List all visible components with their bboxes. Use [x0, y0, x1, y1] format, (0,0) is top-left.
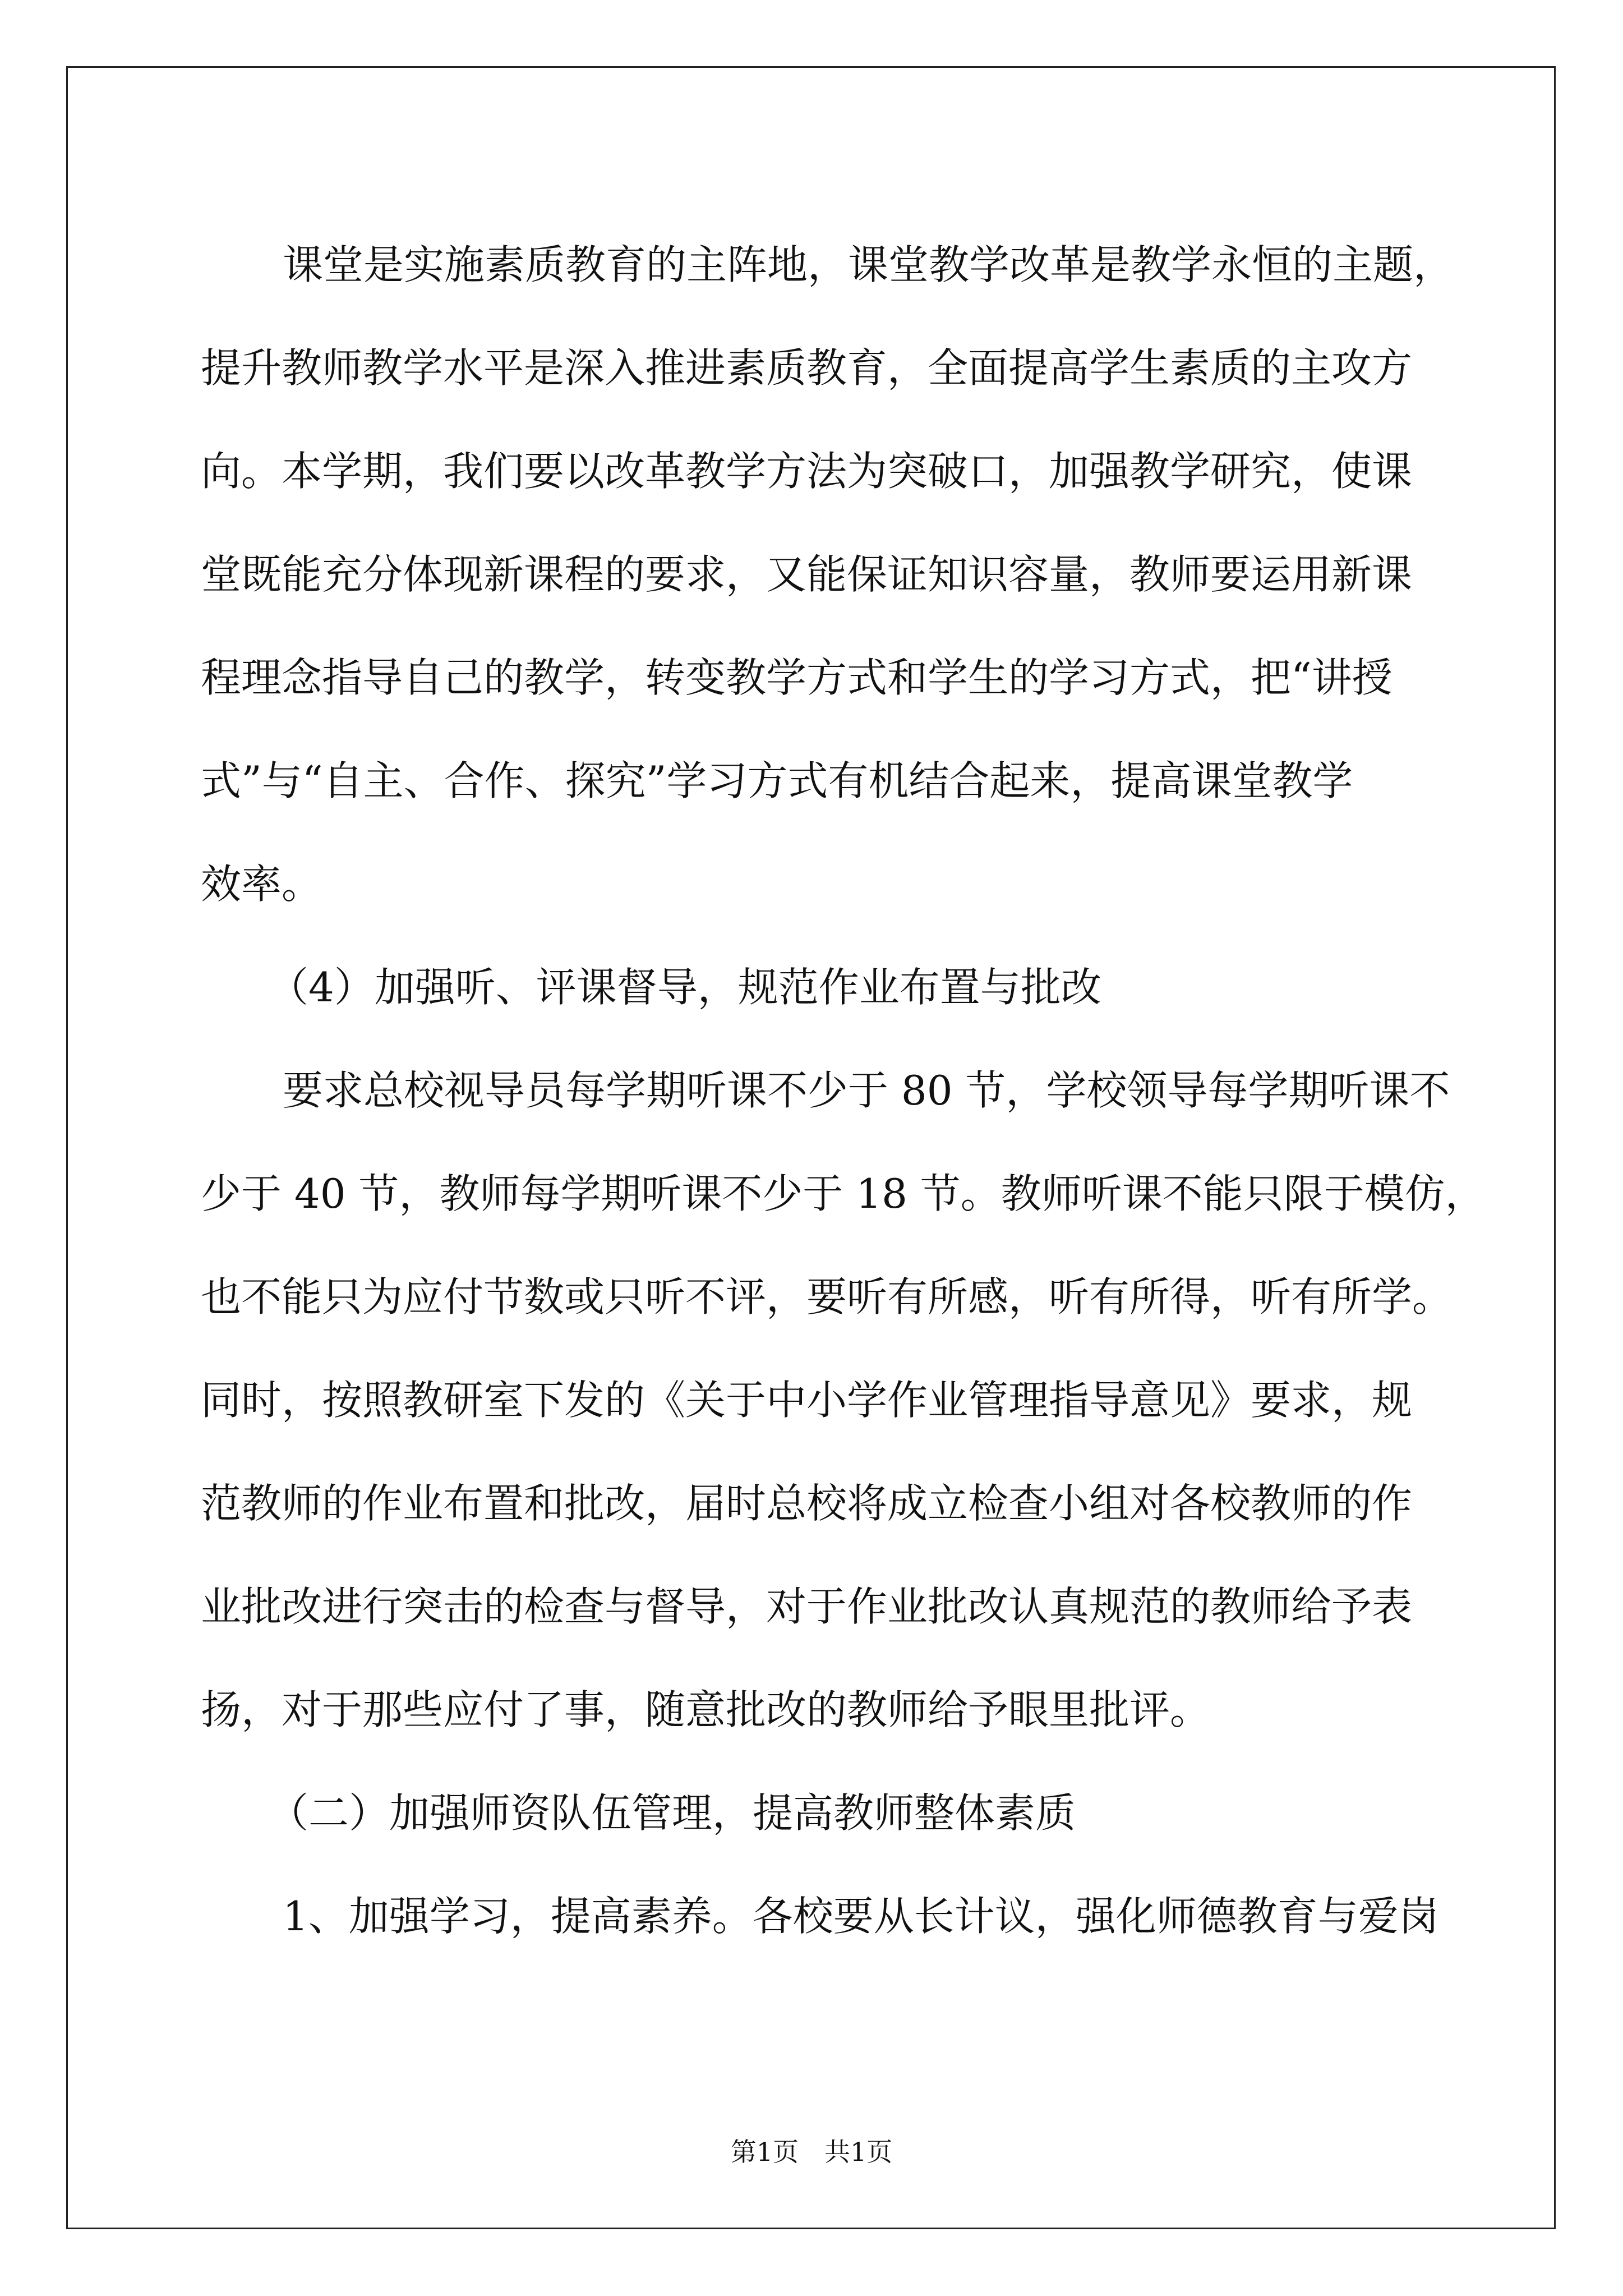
paragraph-1-line-6: 式”与“自主、合作、探究”学习方式有机结合起来，提高课堂教学 [201, 757, 1353, 804]
section-heading-4: （4）加强听、评课督导，规范作业布置与批改 [268, 964, 1101, 1011]
paragraph-3-line-5: 范教师的作业布置和批改，届时总校将成立检查小组对各校教师的作 [201, 1480, 1413, 1527]
section-heading-2: （二）加强师资队伍管理，提高教师整体素质 [268, 1789, 1076, 1837]
paragraph-1-line-4: 堂既能充分体现新课程的要求，又能保证知识容量，教师要运用新课 [201, 551, 1413, 598]
paragraph-1-line-2: 提升教师教学水平是深入推进素质教育，全面提高学生素质的主攻方 [201, 344, 1413, 392]
paragraph-3-line-1: 要求总校视导员每学期听课不少于 80 节，学校领导每学期听课不 [283, 1067, 1450, 1114]
paragraph-3-line-7: 扬，对于那些应付了事，随意批改的教师给予眼里批评。 [201, 1686, 1211, 1733]
document-body [201, 213, 1486, 1968]
paragraph-3-line-2: 少于 40 节，教师每学期听课不少于 18 节。教师听课不能只限于模仿， [201, 1170, 1486, 1217]
paragraph-1-line-1: 课堂是实施素质教育的主阵地，课堂教学改革是教学永恒的主题， [283, 241, 1454, 288]
paragraph-1-line-3: 向。本学期，我们要以改革教学方法为突破口，加强教学研究，使课 [201, 448, 1413, 495]
paragraph-3-line-6: 业批改进行突击的检查与督导，对于作业批改认真规范的教师给予表 [201, 1583, 1413, 1630]
paragraph-1-line-5: 程理念指导自己的教学，转变教学方式和学生的学习方式，把“讲授 [201, 654, 1393, 701]
paragraph-5-line-1: 1、加强学习，提高素养。各校要从长计议，强化师德教育与爱岗 [283, 1893, 1439, 1940]
paragraph-1-line-7: 效率。 [201, 861, 322, 908]
paragraph-3-line-3: 也不能只为应付节数或只听不评，要听有所感，听有所得，听有所学。 [201, 1273, 1453, 1320]
paragraph-3-line-4: 同时，按照教研室下发的《关于中小学作业管理指导意见》要求，规 [201, 1377, 1413, 1424]
page-footer: 第1页 共1页 [730, 2137, 893, 2167]
